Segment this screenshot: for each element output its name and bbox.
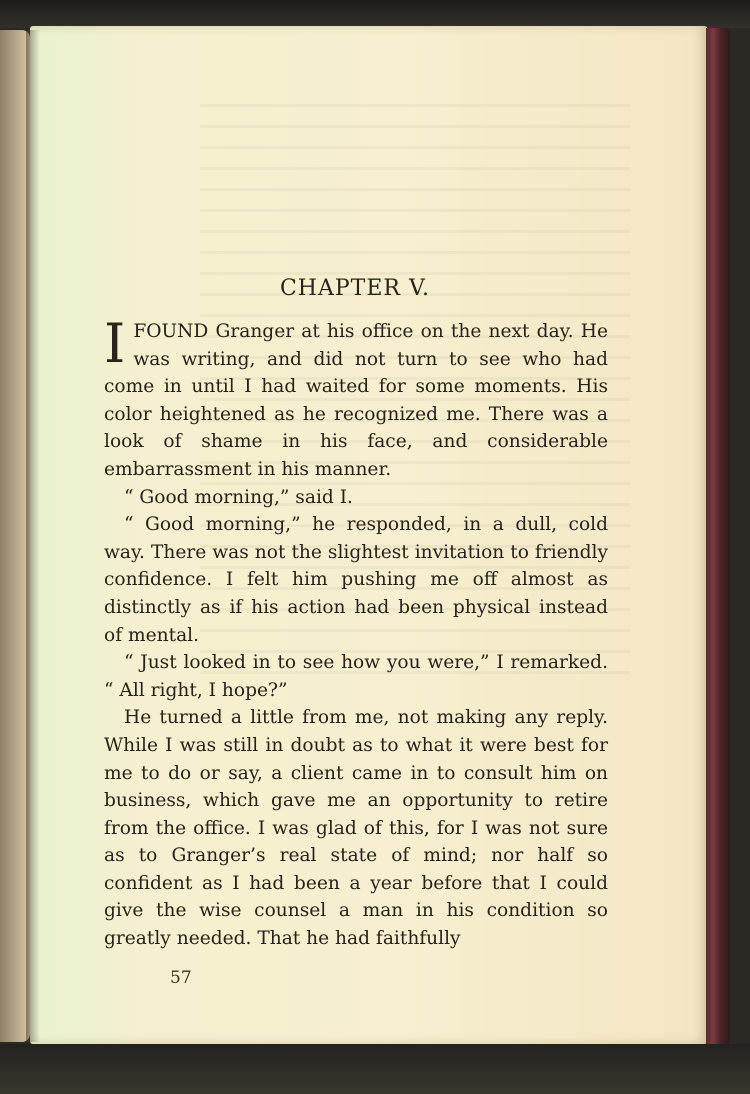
paragraph: He turned a little from me, not making any reply. While I was still in doubt as to what it were best for me to do or say, a client came in to consult him on business, which gave me an opportunity to retire from the office. I was glad of this, for I was not sure as to Granger’s real state of mind; nor half so confident as I had been a year before that I could give the wise counsel a man in his condition so greatly needed. That he had faithfully <box>104 707 608 950</box>
book-binding-bottom <box>0 1044 750 1094</box>
paragraph <box>104 312 608 484</box>
chapter-heading: CHAPTER V. <box>279 276 431 301</box>
page-fore-edge <box>706 28 730 1046</box>
paragraph: “ Good morning,” said I. <box>124 486 353 508</box>
paragraph-text: FOUND Granger at his office on the next day. He was writing, and did not turn to see who had come in until I had waited for some moments. His color heightened as he recognized me. There was a look of shame in his face, and considerable embarrassment in his manner. <box>104 321 608 480</box>
paragraph: “ Just looked in to see how you were,” I remarked. “ All right, I hope?” <box>104 652 608 701</box>
body-text <box>104 312 608 953</box>
page-gutter-shadow <box>26 30 40 1042</box>
page-number: 57 <box>170 968 192 988</box>
book-binding-top <box>0 0 750 28</box>
paragraph: “ Good morning,” he responded, in a dull, cold way. There was not the slightest invitation to friendly confidence. I felt him pushing me off almost as distinctly as if his action had been physical instead of mental. <box>104 514 608 646</box>
drop-cap: I <box>104 312 126 375</box>
